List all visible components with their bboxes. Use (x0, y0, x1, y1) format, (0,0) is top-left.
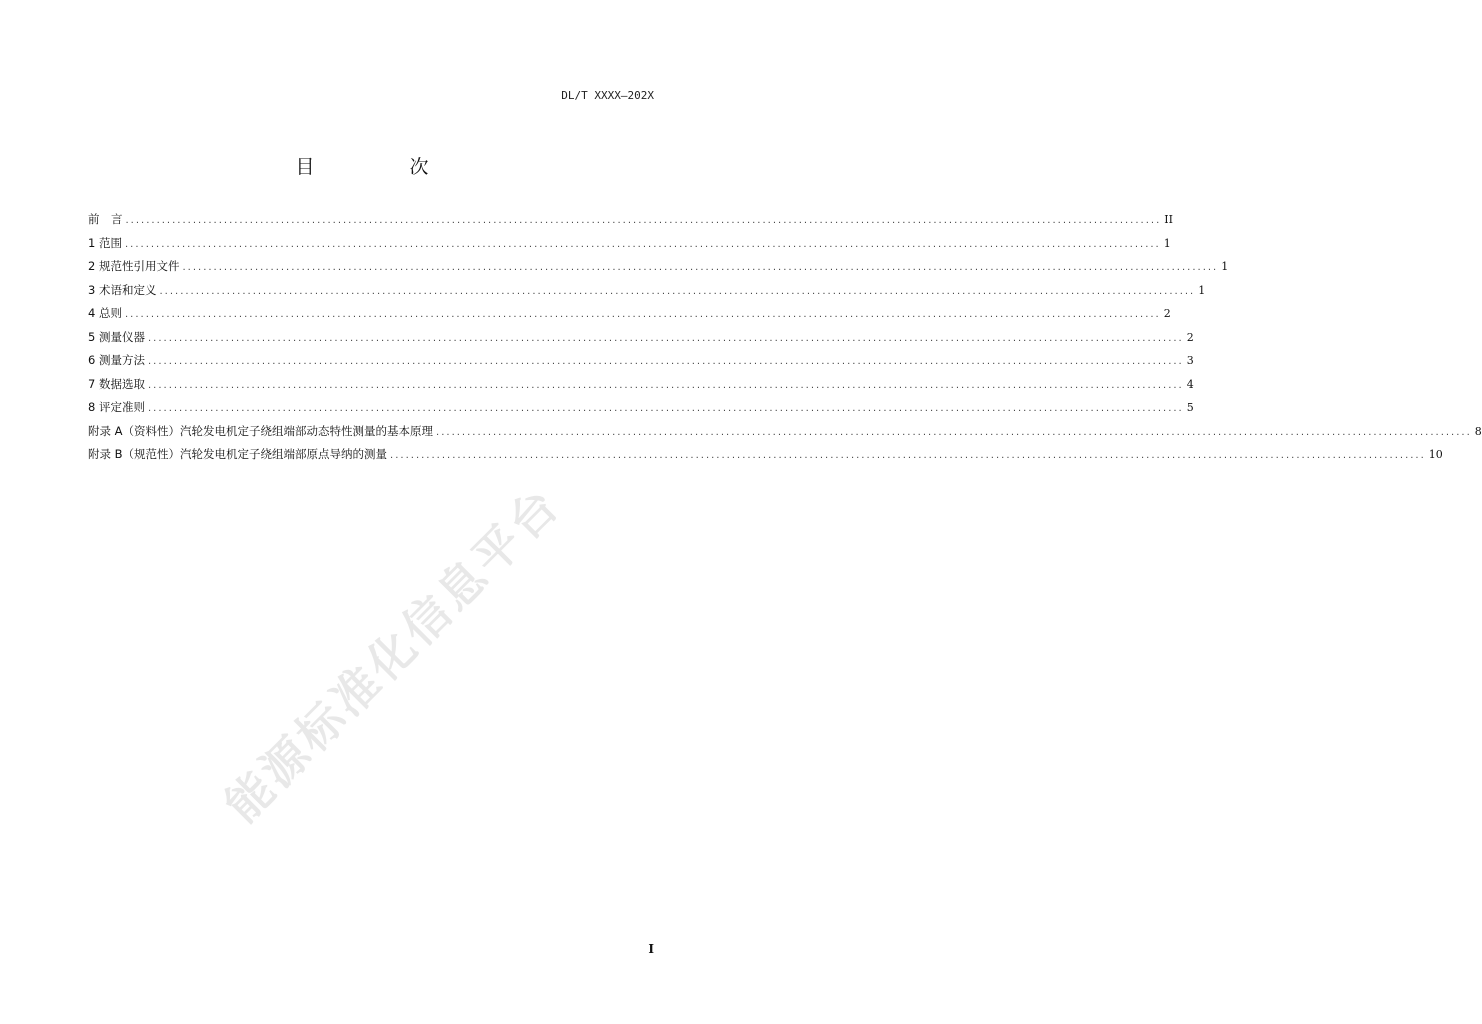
toc-item-label: 7 数据选取 (88, 376, 145, 391)
toc-item-label: 5 测量仪器 (88, 329, 145, 344)
toc-item-label: 附录 B（规范性）汽轮发电机定子绕组端部原点导纳的测量 (88, 447, 388, 461)
toc-item-page: 2 (1163, 307, 1171, 320)
toc-item-label: 1 范围 (88, 235, 122, 250)
document-code: DL/T XXXX—202X (561, 89, 654, 102)
toc-leader-dots: ........................................................................................................................................................................................................ (147, 403, 1184, 414)
toc-leader-dots: ........................................................................................................................................................................................................ (147, 356, 1184, 367)
toc-item-label: 附录 A（资料性）汽轮发电机定子绕组端部动态特性测量的基本原理 (88, 423, 434, 438)
toc-leader-dots: ........................................................................................................................................................................................................ (124, 238, 1161, 250)
page-number: I (648, 942, 654, 956)
toc-item-page: 3 (1186, 354, 1194, 367)
toc-item-page: 1 (1221, 260, 1229, 273)
toc-item-data-selection[interactable] (88, 376, 1194, 400)
toc-item-general[interactable] (88, 305, 1171, 329)
toc-item-instruments[interactable] (88, 329, 1194, 353)
toc-item-page: II (1164, 213, 1173, 226)
toc-leader-dots: ........................................................................................................................................................................................................ (125, 215, 1162, 226)
toc-item-label: 前 言 (88, 212, 123, 226)
toc-item-page: 1 (1198, 283, 1206, 297)
toc-leader-dots: ........................................................................................................................................................................................................ (182, 262, 1219, 273)
toc-item-page: 1 (1163, 236, 1171, 250)
toc-item-scope[interactable] (88, 235, 1171, 259)
toc-item-label: 8 评定准则 (88, 400, 145, 414)
toc-leader-dots: ........................................................................................................................................................................................................ (147, 379, 1184, 391)
toc-title: 目 次 (295, 156, 467, 178)
toc-leader-dots: ........................................................................................................................................................................................................ (390, 450, 1426, 461)
toc-item-terms[interactable] (88, 282, 1206, 306)
toc-item-evaluation[interactable] (88, 399, 1194, 423)
toc-item-label: 2 规范性引用文件 (88, 259, 180, 273)
toc-item-label: 3 术语和定义 (88, 282, 157, 297)
toc-item-normative-references[interactable] (88, 258, 1229, 282)
toc-list (88, 211, 1482, 470)
toc-leader-dots: ........................................................................................................................................................................................................ (147, 332, 1184, 344)
toc-item-page: 2 (1186, 330, 1194, 344)
toc-item-appendix-a[interactable] (88, 423, 1482, 447)
toc-item-page: 10 (1428, 448, 1443, 461)
toc-item-preface[interactable] (88, 211, 1173, 235)
toc-item-page: 4 (1186, 377, 1194, 391)
toc-leader-dots: ........................................................................................................................................................................................................ (124, 309, 1161, 320)
toc-item-appendix-b[interactable] (88, 446, 1443, 470)
toc-leader-dots: ........................................................................................................................................................................................................ (436, 426, 1472, 438)
toc-item-page: 5 (1186, 401, 1194, 414)
toc-leader-dots: ........................................................................................................................................................................................................ (159, 285, 1196, 297)
toc-item-methods[interactable] (88, 352, 1194, 376)
toc-item-page: 8 (1474, 424, 1482, 438)
watermark: 能源标准化信息平台 (214, 476, 571, 833)
toc-item-label: 4 总则 (88, 306, 122, 320)
toc-item-label: 6 测量方法 (88, 353, 145, 367)
